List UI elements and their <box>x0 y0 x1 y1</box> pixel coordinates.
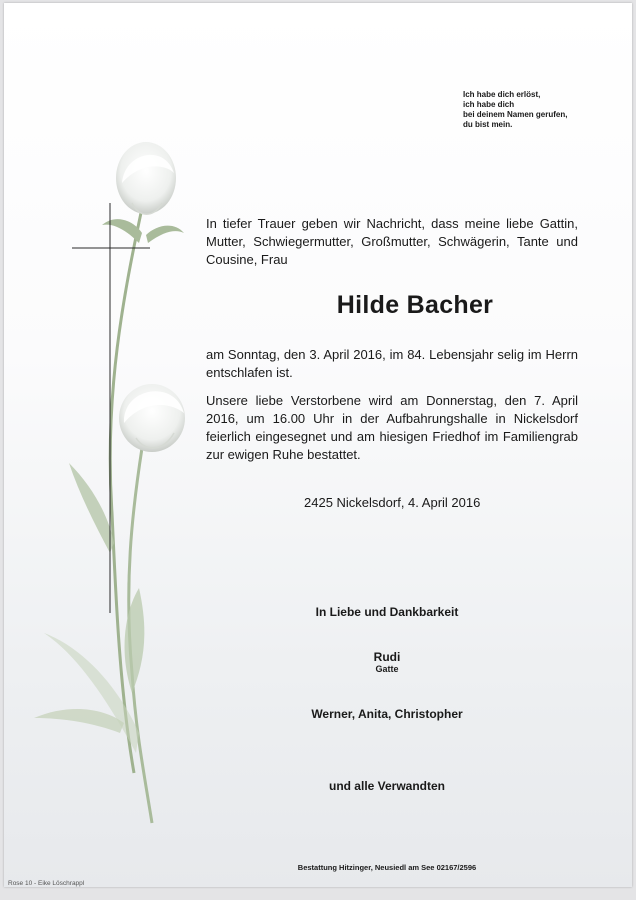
poem-line: du bist mein. <box>463 120 513 129</box>
poem-verse <box>463 90 623 130</box>
funeral-home-footer: Bestattung Hitzinger, Neusiedl am See 02167/2596 <box>297 863 477 872</box>
obituary-sheet <box>4 3 632 887</box>
mourner-name: Rudi <box>373 650 401 664</box>
white-rose-cross-illustration <box>24 133 204 833</box>
intro-text: In tiefer Trauer geben wir Nachricht, dass meine liebe Gattin, Mutter, Schwiegermutter, Großmutter, Schwägerin, Tante und Cousine, Frau <box>206 216 578 267</box>
mourner-name: Werner, Anita, Christopher <box>311 707 463 721</box>
funeral-notice: Unsere liebe Verstorbene wird am Donnerstag, den 7. April 2016, um 16.00 Uhr in der Aufbahrungshalle in Nickelsdorf feierlich eingesegnet und am hiesigen Friedhof im Familiengrab zur ewigen Ruhe bestattet. <box>206 393 578 462</box>
mourner-relation: Gatte <box>375 664 399 674</box>
poem-line: ich habe dich <box>463 100 515 109</box>
death-notice: am Sonntag, den 3. April 2016, im 84. Lebensjahr selig im Herrn entschlafen ist. <box>206 347 578 380</box>
deceased-name: Hilde Bacher <box>336 291 494 319</box>
poem-line: Ich habe dich erlöst, <box>463 90 541 99</box>
poem-line: bei deinem Namen gerufen, <box>463 110 568 119</box>
place-date: 2425 Nickelsdorf, 4. April 2016 <box>304 495 481 510</box>
template-credit: Rose 10 - Eike Löschrappl <box>8 880 85 887</box>
closing-line: In Liebe und Dankbarkeit <box>315 605 459 619</box>
mourner-name: und alle Verwandten <box>328 779 446 793</box>
